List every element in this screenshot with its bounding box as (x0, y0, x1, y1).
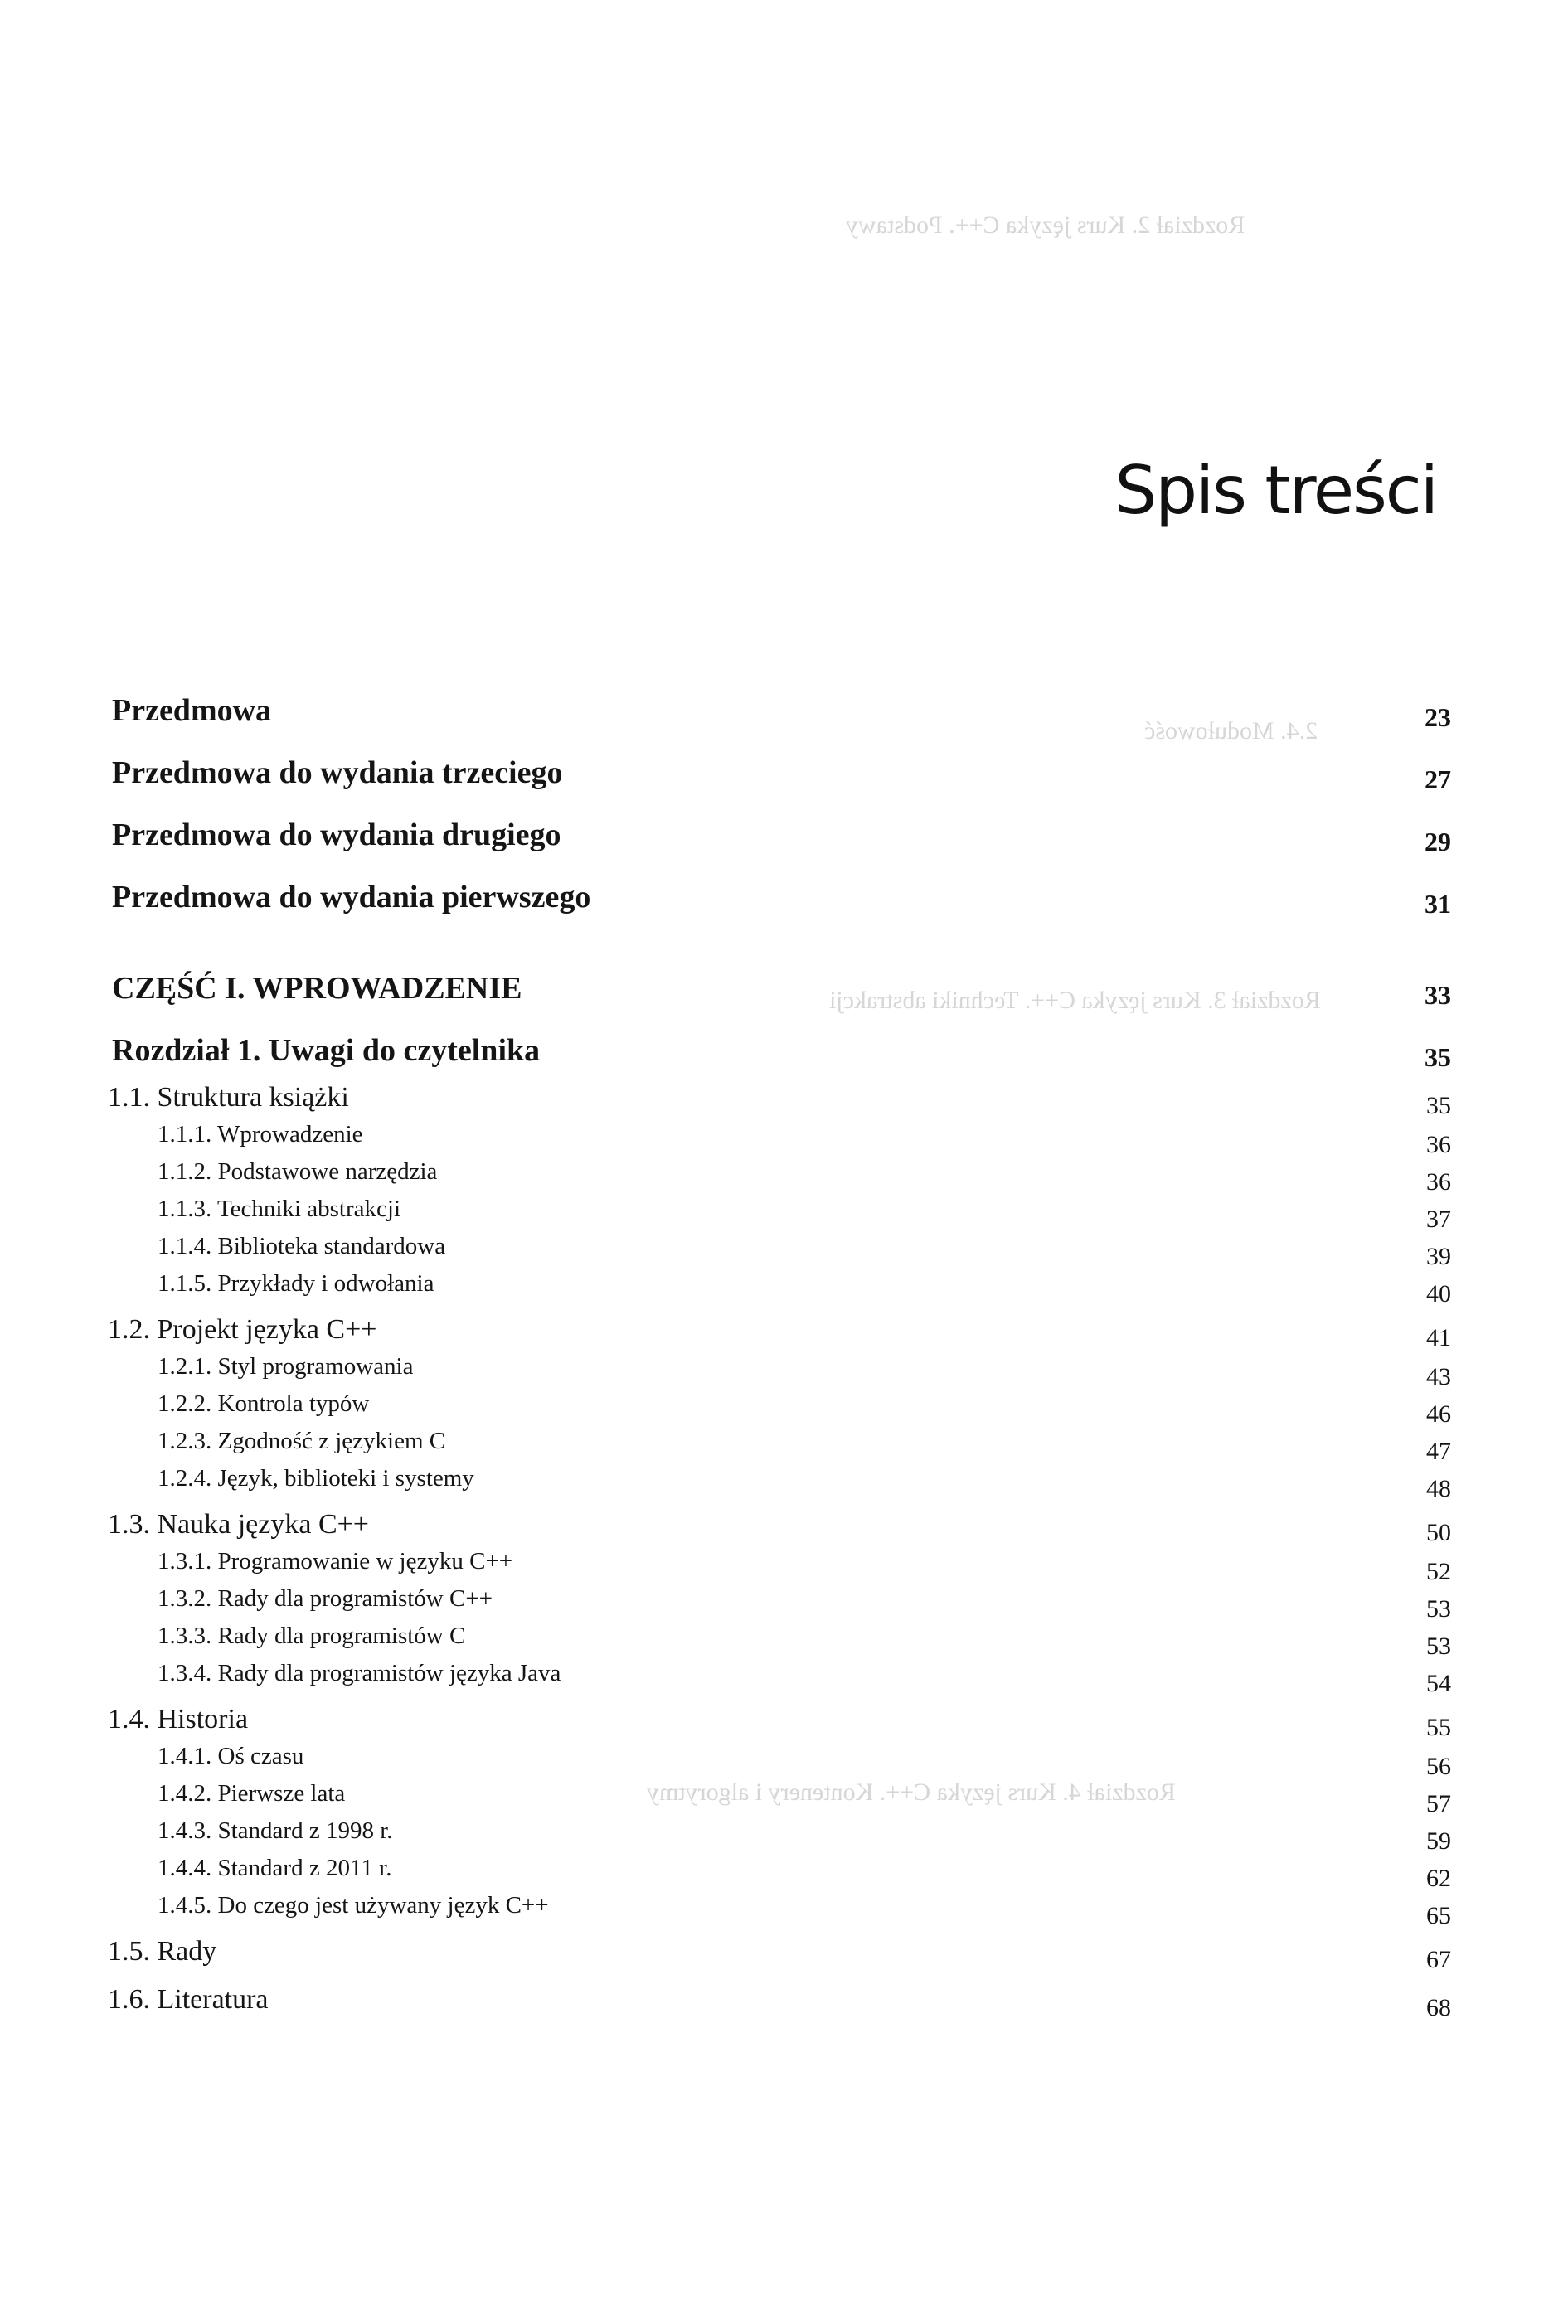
toc-entry-label: Przedmowa (112, 693, 272, 728)
bleed-through: 2.4. Modułowość (1144, 717, 1318, 745)
toc-chapter-entry[interactable] (108, 1032, 1451, 1070)
toc-subsection-entry[interactable] (108, 1817, 1451, 1856)
toc-entry-label: 1.1. Struktura książki (108, 1082, 349, 1113)
toc-entry-label: 1.4. Historia (108, 1704, 249, 1735)
toc-section-entry[interactable] (108, 1509, 1451, 1547)
toc-entry-label: Przedmowa do wydania drugiego (112, 818, 561, 852)
toc-entry-page: 43 (1426, 1363, 1451, 1390)
toc-entry-page: 53 (1426, 1595, 1451, 1623)
toc-section-entry[interactable] (108, 1936, 1451, 1974)
toc-section-entry[interactable] (108, 1082, 1451, 1120)
toc-entry-label: 1.3.2. Rady dla programistów C++ (158, 1585, 493, 1612)
toc-entry-page: 57 (1426, 1790, 1451, 1817)
toc-entry-page: 53 (1426, 1633, 1451, 1660)
toc-entry-page: 27 (1425, 764, 1451, 794)
toc-entry-page: 48 (1426, 1475, 1451, 1502)
toc-entry-label: 1.4.3. Standard z 1998 r. (158, 1817, 393, 1844)
toc-entry-page: 29 (1425, 827, 1451, 856)
toc-entry-label: Rozdział 1. Uwagi do czytelnika (112, 1033, 541, 1068)
toc-entry-label: 1.2.4. Język, biblioteki i systemy (158, 1465, 474, 1492)
toc-entry-page: 67 (1426, 1946, 1451, 1973)
toc-entry-label: 1.1.4. Biblioteka standardowa (158, 1233, 446, 1259)
toc-subsection-entry[interactable] (108, 1158, 1451, 1196)
toc-subsection-entry[interactable] (108, 1623, 1451, 1661)
toc-part-entry[interactable] (108, 970, 1451, 1008)
toc-entry-label: 1.6. Literatura (108, 1984, 269, 2015)
toc-section-entry[interactable] (108, 1314, 1451, 1352)
toc-subsection-entry[interactable] (108, 1353, 1451, 1391)
toc-entry-page: 68 (1426, 1994, 1451, 2021)
bleed-through: Rozdział 2. Kurs języka C++. Podstawy (846, 211, 1245, 239)
toc-entry-page: 36 (1426, 1131, 1451, 1158)
toc-entry-page: 41 (1426, 1324, 1451, 1351)
toc-subsection-entry[interactable] (108, 1465, 1451, 1503)
toc-entry-label: Przedmowa do wydania trzeciego (112, 755, 563, 790)
toc-entry-page: 65 (1426, 1902, 1451, 1929)
toc-entry-label: 1.4.1. Oś czasu (158, 1743, 304, 1769)
page-title: Spis treści (1114, 452, 1437, 529)
toc-entry-label: Przedmowa do wydania pierwszego (112, 880, 591, 915)
toc-entry-label: 1.2.3. Zgodność z językiem C (158, 1428, 446, 1454)
toc-entry-page: 46 (1426, 1400, 1451, 1428)
toc-entry-label: 1.3.4. Rady dla programistów języka Java (158, 1660, 561, 1686)
toc-entry-label: 1.2.1. Styl programowania (158, 1353, 414, 1380)
toc-subsection-entry[interactable] (108, 1233, 1451, 1271)
toc-entry[interactable] (108, 754, 1451, 793)
toc-entry-label: 1.1.5. Przykłady i odwołania (158, 1270, 434, 1297)
toc-entry-label: 1.3.3. Rady dla programistów C (158, 1623, 466, 1649)
toc-subsection-entry[interactable] (108, 1780, 1451, 1818)
toc-entry-label: 1.2. Projekt języka C++ (108, 1314, 377, 1345)
toc-entry-page: 50 (1426, 1519, 1451, 1546)
toc-subsection-entry[interactable] (108, 1892, 1451, 1930)
toc-subsection-entry[interactable] (108, 1585, 1451, 1623)
toc-entry-page: 56 (1426, 1753, 1451, 1780)
toc-entry-page: 55 (1426, 1714, 1451, 1741)
toc-entry-page: 35 (1425, 1042, 1451, 1072)
toc-subsection-entry[interactable] (108, 1660, 1451, 1698)
toc-entry-page: 39 (1426, 1243, 1451, 1270)
toc-entry-label: 1.5. Rady (108, 1936, 217, 1967)
toc-entry-page: 40 (1426, 1280, 1451, 1308)
toc-subsection-entry[interactable] (108, 1855, 1451, 1893)
toc-entry-page: 54 (1426, 1670, 1451, 1697)
toc-entry-label: 1.1.1. Wprowadzenie (158, 1121, 363, 1147)
toc-section-entry[interactable] (108, 1704, 1451, 1742)
toc-entry-label: 1.4.4. Standard z 2011 r. (158, 1855, 392, 1881)
toc-entry-page: 36 (1426, 1168, 1451, 1196)
toc-entry-label: 1.4.2. Pierwsze lata (158, 1780, 346, 1807)
toc-subsection-entry[interactable] (108, 1196, 1451, 1234)
toc-entry[interactable] (108, 817, 1451, 855)
toc-subsection-entry[interactable] (108, 1548, 1451, 1586)
bleed-through: Rozdział 4. Kurs języka C++. Kontenery i algorytmy (647, 1778, 1176, 1806)
toc-entry-page: 47 (1426, 1438, 1451, 1465)
toc-entry-page: 31 (1425, 889, 1451, 919)
toc-section-entry[interactable] (108, 1984, 1451, 2022)
toc-entry-label: CZĘŚĆ I. WPROWADZENIE (112, 971, 522, 1006)
toc-entry-label: 1.1.2. Podstawowe narzędzia (158, 1158, 438, 1185)
toc-entry[interactable] (108, 879, 1451, 917)
toc-subsection-entry[interactable] (108, 1428, 1451, 1466)
toc-entry-label: 1.4.5. Do czego jest używany język C++ (158, 1892, 549, 1919)
toc-subsection-entry[interactable] (108, 1121, 1451, 1159)
toc-subsection-entry[interactable] (108, 1270, 1451, 1308)
toc-entry-page: 33 (1425, 980, 1451, 1010)
toc-entry-page: 59 (1426, 1827, 1451, 1855)
toc-entry-page: 37 (1426, 1206, 1451, 1233)
toc-entry-label: 1.2.2. Kontrola typów (158, 1390, 370, 1417)
toc-entry-page: 35 (1426, 1092, 1451, 1119)
toc-subsection-entry[interactable] (108, 1390, 1451, 1429)
toc-entry-page: 52 (1426, 1558, 1451, 1585)
toc-entry-label: 1.3.1. Programowanie w języku C++ (158, 1548, 513, 1574)
bleed-through: Rozdział 3. Kurs języka C++. Techniki abstrakcji (829, 987, 1321, 1014)
toc-entry-label: 1.3. Nauka języka C++ (108, 1509, 369, 1540)
toc-subsection-entry[interactable] (108, 1743, 1451, 1781)
toc-entry-page: 62 (1426, 1865, 1451, 1892)
toc-entry-label: 1.1.3. Techniki abstrakcji (158, 1196, 401, 1222)
toc-entry-page: 23 (1425, 702, 1451, 732)
toc-entry[interactable] (108, 692, 1451, 730)
